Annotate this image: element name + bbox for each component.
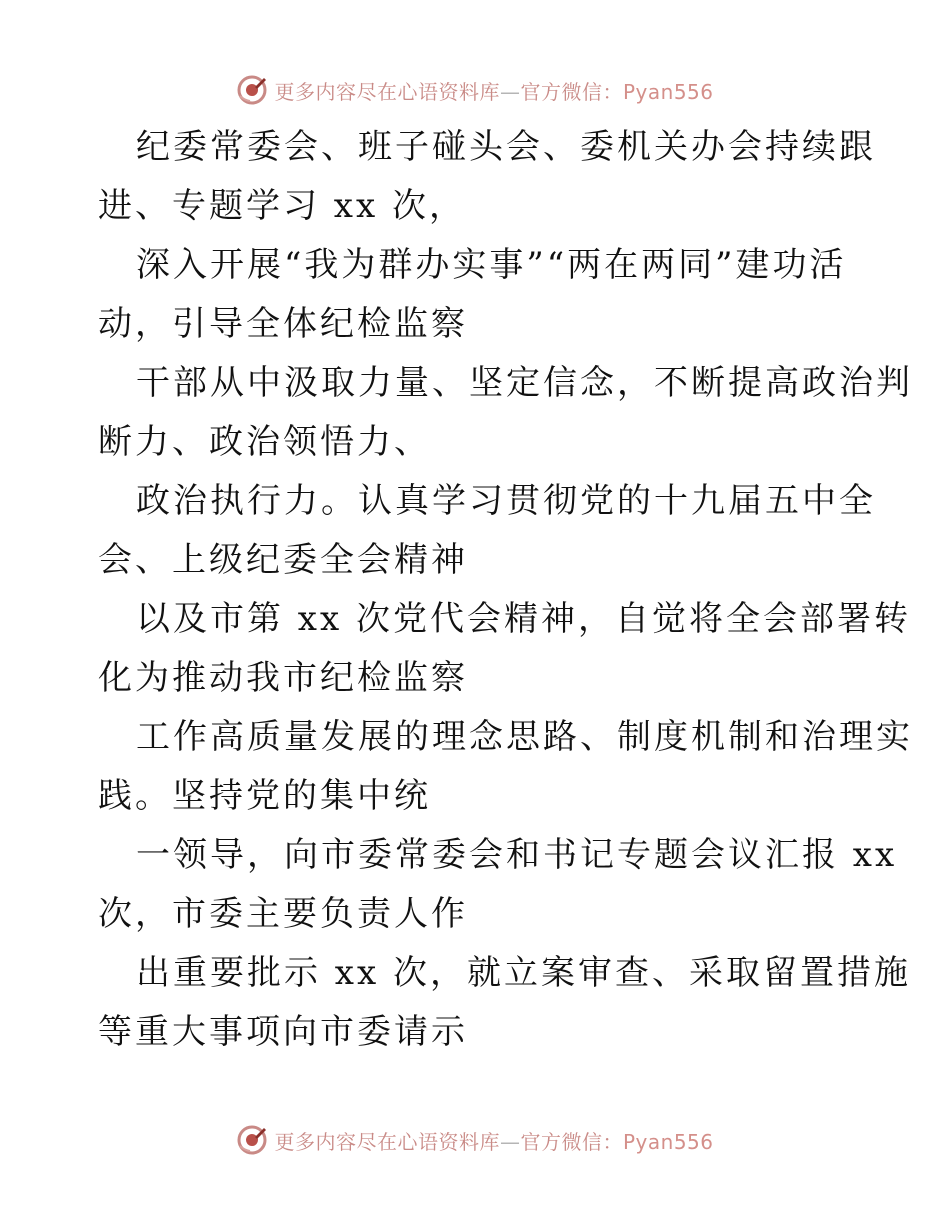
paragraph-line: 断力、政治领悟力、 <box>98 422 431 462</box>
watermark-text <box>274 1126 713 1155</box>
header-watermark <box>0 70 950 110</box>
paragraph-line: 等重大事项向市委请示 <box>98 1012 468 1052</box>
watermark-contact-label: 官方微信： <box>520 1129 623 1154</box>
watermark-main: 更多内容尽在心语资料库 <box>274 79 500 104</box>
paragraph-line: 出重要批示 xx 次，就立案审查、采取留置措施 <box>136 953 911 993</box>
document-body <box>98 118 913 1062</box>
watermark-text <box>274 76 713 105</box>
paragraph-line: 以及市第 xx 次党代会精神，自觉将全会部署转 <box>136 599 911 639</box>
paragraph-line: 化为推动我市纪检监察 <box>98 658 468 698</box>
pen-circle-logo-icon <box>236 1124 268 1156</box>
paragraph-line: 工作高质量发展的理念思路、制度机制和治理实 <box>136 717 913 757</box>
watermark-contact-id: Pyan556 <box>622 79 714 104</box>
watermark-contact-id: Pyan556 <box>622 1129 714 1154</box>
paragraph-line: 纪委常委会、班子碰头会、委机关办会持续跟 <box>136 127 876 167</box>
paragraph-line: 政治执行力。认真学习贯彻党的十九届五中全 <box>136 481 876 521</box>
pen-circle-logo-icon <box>236 74 268 106</box>
watermark-contact-label: 官方微信： <box>520 79 623 104</box>
paragraph-line: 次，市委主要负责人作 <box>98 894 468 934</box>
watermark-dash: — <box>499 1129 521 1154</box>
paragraph-line: 践。坚持党的集中统 <box>98 776 431 816</box>
watermark-dash: — <box>499 79 521 104</box>
paragraph-line: 动，引导全体纪检监察 <box>98 304 468 344</box>
paragraph-line: 会、上级纪委全会精神 <box>98 540 468 580</box>
footer-watermark <box>0 1120 950 1160</box>
paragraph-line: 一领导，向市委常委会和书记专题会议汇报 xx <box>136 835 898 875</box>
paragraph-line: 进、专题学习 xx 次， <box>98 186 466 226</box>
paragraph-line: 深入开展“我为群办实事”“两在两同”建功活 <box>136 245 847 285</box>
watermark-main: 更多内容尽在心语资料库 <box>274 1129 500 1154</box>
paragraph-line: 干部从中汲取力量、坚定信念，不断提高政治判 <box>136 363 913 403</box>
